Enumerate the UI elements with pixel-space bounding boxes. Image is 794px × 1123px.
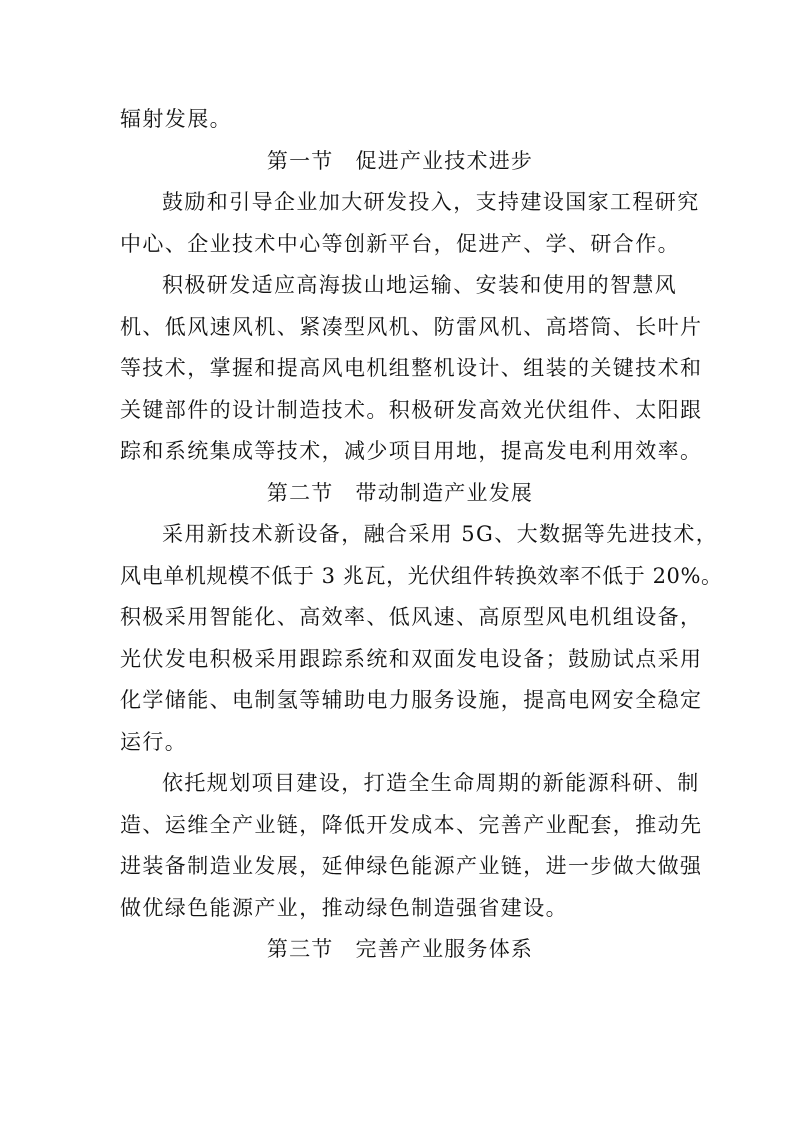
section-number: 第一节	[266, 148, 334, 173]
paragraph-line: 做优绿色能源产业，推动绿色制造强省建设。	[120, 895, 568, 920]
section-title: 完善产业服务体系	[355, 937, 534, 961]
paragraph-line: 踪和系统集成等技术，减少项目用地，提高发电利用效率。	[120, 439, 703, 463]
paragraph-line: 化学储能、电制氢等辅助电力服务设施，提高电网安全稳定	[120, 688, 703, 712]
paragraph-line: 辐射发展。	[120, 107, 232, 131]
paragraph-line: 造、运维全产业链，降低开发成本、完善产业配套，推动先	[120, 812, 703, 837]
paragraph-line: 光伏发电积极采用跟踪系统和双面发电设备；鼓励试点采用	[120, 646, 703, 671]
paragraph-line: 鼓励和引导企业加大研发投入，支持建设国家工程研究	[162, 190, 700, 214]
section-number: 第三节	[266, 937, 334, 961]
paragraph-line: 关键部件的设计制造技术。积极研发高效光伏组件、太阳跟	[120, 397, 703, 422]
section-heading-2	[120, 473, 674, 515]
section-heading-1	[120, 141, 674, 183]
paragraph-line: 等技术，掌握和提高风电机组整机设计、组装的关键技术和	[120, 356, 703, 380]
paragraph-line: 进装备制造业发展，延伸绿色能源产业链，进一步做大做强	[120, 854, 703, 878]
section-title: 促进产业技术进步	[355, 148, 534, 173]
document-page	[120, 99, 723, 971]
paragraph-line: 运行。	[120, 729, 188, 754]
section-number: 第二节	[266, 480, 334, 505]
paragraph-line: 机、低风速风机、紧凑型风机、防雷风机、高塔筒、长叶片	[120, 314, 703, 339]
section-title: 带动制造产业发展	[355, 480, 534, 505]
paragraph-line: 积极采用智能化、高效率、低风速、高原型风电机组设备，	[120, 605, 703, 629]
paragraph-line: 积极研发适应高海拔山地运输、安装和使用的智慧风	[162, 273, 678, 297]
paragraph-line: 风电单机规模不低于 3 兆瓦，光伏组件转换效率不低于 20%。	[120, 563, 723, 588]
paragraph-line: 采用新技术新设备，融合采用 5G、大数据等先进技术，	[162, 522, 719, 546]
paragraph-line: 中心、企业技术中心等创新平台，促进产、学、研合作。	[120, 231, 680, 256]
paragraph-line: 依托规划项目建设，打造全生命周期的新能源科研、制	[162, 771, 700, 795]
section-heading-3	[120, 929, 674, 971]
